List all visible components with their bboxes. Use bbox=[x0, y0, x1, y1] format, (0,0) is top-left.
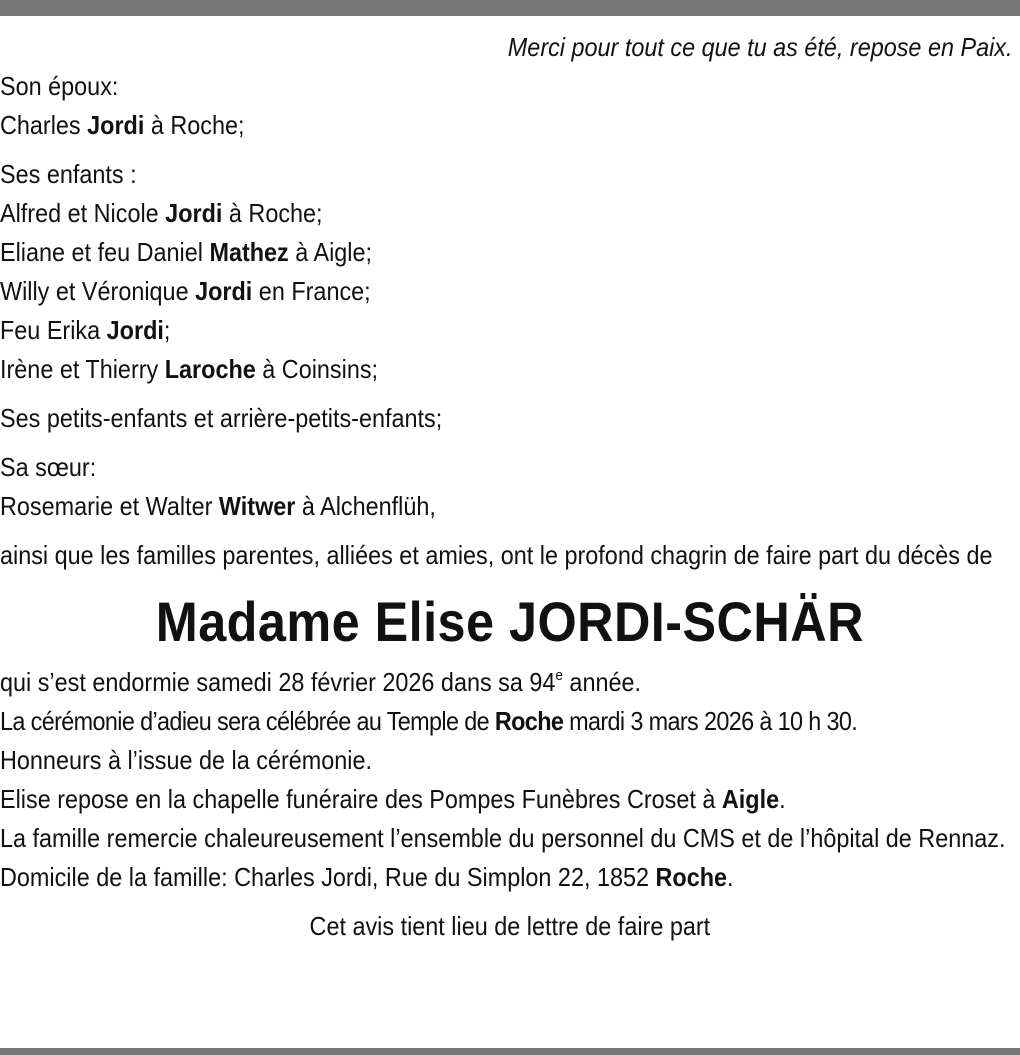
details-section bbox=[0, 663, 1020, 897]
child-line bbox=[0, 272, 1020, 311]
domicile-line bbox=[0, 858, 1020, 897]
sister-line bbox=[0, 487, 1020, 526]
passing-line bbox=[0, 663, 1020, 702]
child-surname: Jordi bbox=[106, 315, 164, 345]
child-surname: Mathez bbox=[209, 237, 289, 267]
child-surname: Jordi bbox=[165, 198, 223, 228]
domicile-place: Roche bbox=[655, 862, 728, 892]
spouse-section bbox=[0, 67, 1020, 145]
child-place: en France; bbox=[252, 276, 371, 306]
child-line bbox=[0, 350, 1020, 389]
bottom-rule bbox=[0, 1048, 1020, 1055]
thanks-paragraph: La famille remercie chaleureusement l’ensemble du personnel du CMS et de l’hôpital de Rennaz. bbox=[0, 823, 1006, 853]
rests-line bbox=[0, 780, 1020, 819]
spouse-line bbox=[0, 106, 1020, 145]
top-rule bbox=[0, 0, 1020, 16]
spouse-given: Charles bbox=[0, 110, 88, 140]
domicile-end: . bbox=[727, 862, 734, 892]
children-heading: Ses enfants : bbox=[0, 159, 137, 189]
child-surname: Jordi bbox=[195, 276, 253, 306]
child-place: à Coinsins; bbox=[255, 354, 379, 384]
grandchildren-line: Ses petits-enfants et arrière-petits-enfants; bbox=[0, 403, 443, 433]
ordinal-suffix: e bbox=[555, 667, 563, 684]
passing-text-end: année. bbox=[562, 667, 642, 697]
grandchildren-section bbox=[0, 399, 1020, 438]
child-place: à Aigle; bbox=[288, 237, 373, 267]
announcement-text: ainsi que les familles parentes, alliées et amies, ont le profond chagrin de faire part du décès de bbox=[0, 540, 993, 570]
sister-surname: Witwer bbox=[218, 491, 296, 521]
child-given: Alfred et Nicole bbox=[0, 198, 166, 228]
passing-text: qui s’est endormie samedi 28 février 2026 dans sa 94 bbox=[0, 667, 556, 697]
sister-place: à Alchenflüh, bbox=[295, 491, 436, 521]
domicile-text: Domicile de la famille: Charles Jordi, Rue du Simplon 22, 1852 bbox=[0, 862, 656, 892]
child-given: Feu Erika bbox=[0, 315, 107, 345]
ceremony-line bbox=[0, 702, 1020, 741]
obituary-notice bbox=[0, 28, 1020, 946]
rests-place: Aigle bbox=[721, 784, 780, 814]
ceremony-time: mardi 3 mars 2026 à 10 h 30. bbox=[563, 706, 858, 736]
sister-heading: Sa sœur: bbox=[0, 452, 97, 482]
child-place: à Roche; bbox=[222, 198, 323, 228]
sister-section bbox=[0, 448, 1020, 526]
child-line bbox=[0, 311, 1020, 350]
spouse-surname: Jordi bbox=[87, 110, 145, 140]
epigraph-quote: Merci pour tout ce que tu as été, repose en Paix. bbox=[507, 32, 1013, 62]
child-given: Irène et Thierry bbox=[0, 354, 165, 384]
child-line bbox=[0, 233, 1020, 272]
child-surname: Laroche bbox=[164, 354, 256, 384]
rests-end: . bbox=[779, 784, 786, 814]
spouse-heading: Son époux: bbox=[0, 71, 119, 101]
spouse-place: à Roche; bbox=[144, 110, 245, 140]
child-place: ; bbox=[163, 315, 171, 345]
ceremony-place: Roche bbox=[494, 706, 564, 736]
honors-line: Honneurs à l’issue de la cérémonie. bbox=[0, 745, 373, 775]
children-section bbox=[0, 155, 1020, 389]
child-given: Willy et Véronique bbox=[0, 276, 196, 306]
sister-given: Rosemarie et Walter bbox=[0, 491, 219, 521]
closing-note: Cet avis tient lieu de lettre de faire part bbox=[309, 911, 711, 941]
child-line bbox=[0, 194, 1020, 233]
deceased-name: Madame Elise JORDI-SCHÄR bbox=[155, 590, 864, 653]
rests-text: Elise repose en la chapelle funéraire des Pompes Funèbres Croset à bbox=[0, 784, 722, 814]
ceremony-text: La cérémonie d’adieu sera célébrée au Temple de bbox=[0, 706, 495, 736]
child-given: Eliane et feu Daniel bbox=[0, 237, 210, 267]
